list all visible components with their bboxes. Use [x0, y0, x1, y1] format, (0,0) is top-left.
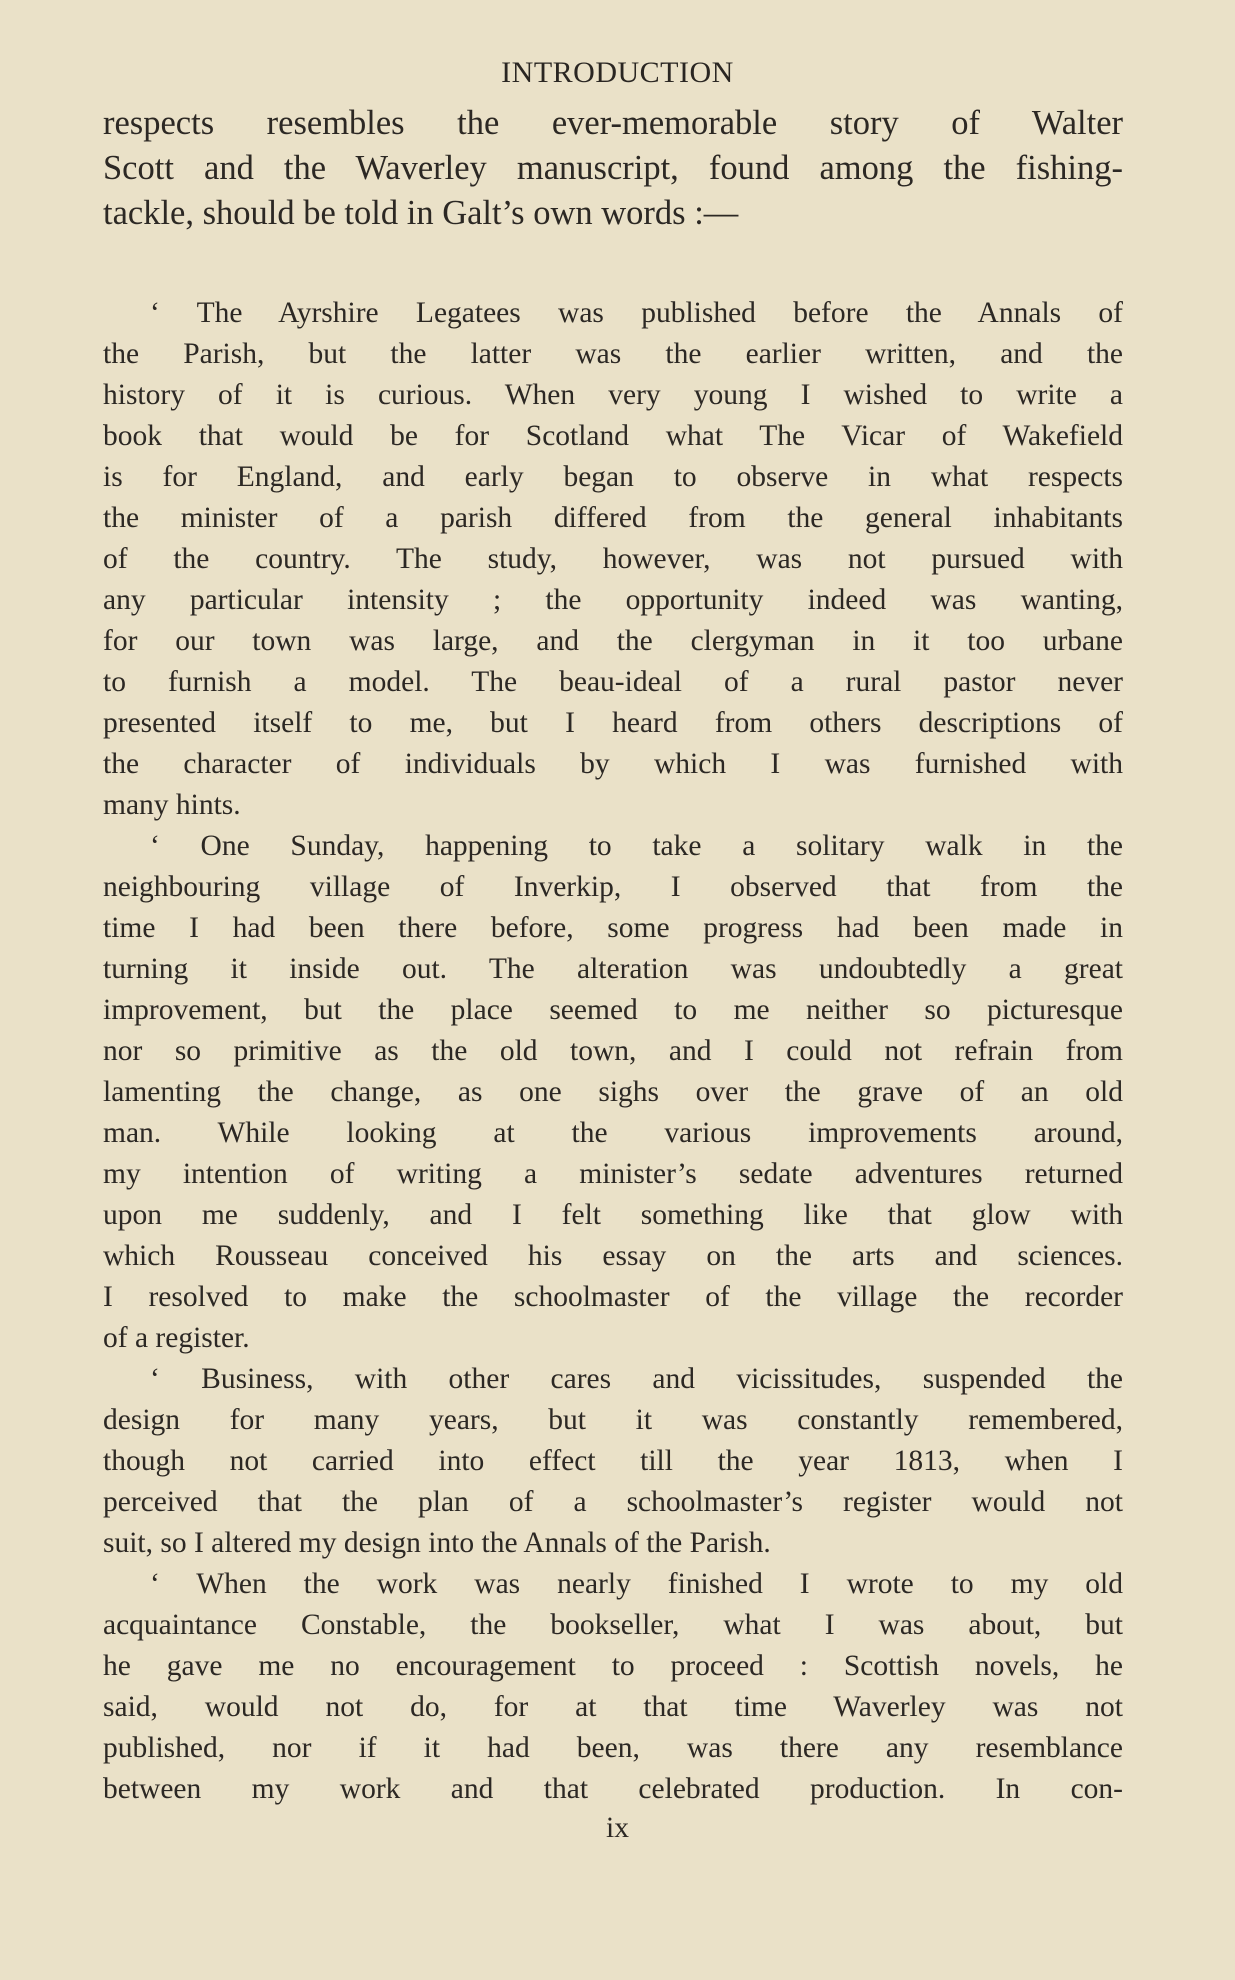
- quote-line-8: any particular intensity ; the opportunity indeed was wanting,: [103, 584, 1123, 616]
- quote-line-31: suit, so I altered my design into the Annals of the Parish.: [103, 1527, 771, 1559]
- quote-line-5: is for England, and early began to observe in what respects: [103, 461, 1123, 493]
- quote-line-6: the minister of a parish differed from the general inhabitants: [103, 502, 1123, 534]
- lead-line-2: Scott and the Waverley manuscript, found among the fishing-: [103, 149, 1123, 187]
- quote-line-1: ‘ The Ayrshire Legatees was published before the Annals of: [150, 297, 1123, 329]
- quote-line-25: I resolved to make the schoolmaster of the village the recorder: [103, 1281, 1123, 1313]
- quote-line-27: ‘ Business, with other cares and vicissitudes, suspended the: [150, 1363, 1123, 1395]
- quote-line-2: the Parish, but the latter was the earlier written, and the: [103, 338, 1123, 370]
- quote-line-34: he gave me no encouragement to proceed : Scottish novels, he: [103, 1650, 1123, 1682]
- quote-line-13: many hints.: [103, 789, 241, 821]
- quote-line-35: said, would not do, for at that time Waverley was not: [103, 1691, 1123, 1723]
- quote-line-15: neighbouring village of Inverkip, I observed that from the: [103, 871, 1123, 903]
- lead-line-3: tackle, should be told in Galt’s own words :—: [103, 194, 739, 232]
- quote-line-9: for our town was large, and the clergyman in it too urbane: [103, 625, 1123, 657]
- quote-line-23: upon me suddenly, and I felt something like that glow with: [103, 1199, 1123, 1231]
- quote-line-22: my intention of writing a minister’s sedate adventures returned: [103, 1158, 1123, 1190]
- quote-line-26: of a register.: [103, 1322, 250, 1354]
- quote-line-36: published, nor if it had been, was there any resemblance: [103, 1732, 1123, 1764]
- page-number: ix: [606, 1812, 629, 1844]
- quote-line-29: though not carried into effect till the year 1813, when I: [103, 1445, 1123, 1477]
- quote-line-33: acquaintance Constable, the bookseller, what I was about, but: [103, 1609, 1123, 1641]
- quote-line-20: lamenting the change, as one sighs over the grave of an old: [103, 1076, 1123, 1108]
- quote-line-32: ‘ When the work was nearly finished I wrote to my old: [150, 1568, 1123, 1600]
- quote-line-21: man. While looking at the various improvements around,: [103, 1117, 1123, 1149]
- quote-line-28: design for many years, but it was constantly remembered,: [103, 1404, 1123, 1436]
- quote-line-4: book that would be for Scotland what The Vicar of Wakefield: [103, 420, 1123, 452]
- lead-line-1: respects resembles the ever-memorable story of Walter: [103, 104, 1123, 142]
- quote-line-10: to furnish a model. The beau-ideal of a rural pastor never: [103, 666, 1123, 698]
- quote-line-14: ‘ One Sunday, happening to take a solitary walk in the: [150, 830, 1123, 862]
- quote-line-12: the character of individuals by which I was furnished with: [103, 748, 1123, 780]
- quote-line-19: nor so primitive as the old town, and I could not refrain from: [103, 1035, 1123, 1067]
- quote-line-17: turning it inside out. The alteration was undoubtedly a great: [103, 953, 1123, 985]
- running-head: INTRODUCTION: [501, 56, 734, 89]
- quote-line-3: history of it is curious. When very young I wished to write a: [103, 379, 1123, 411]
- quote-line-7: of the country. The study, however, was not pursued with: [103, 543, 1123, 575]
- quote-line-37: between my work and that celebrated production. In con-: [103, 1773, 1123, 1805]
- quote-line-16: time I had been there before, some progress had been made in: [103, 912, 1123, 944]
- quote-line-11: presented itself to me, but I heard from others descriptions of: [103, 707, 1123, 739]
- quote-line-30: perceived that the plan of a schoolmaster’s register would not: [103, 1486, 1123, 1518]
- quote-line-24: which Rousseau conceived his essay on the arts and sciences.: [103, 1240, 1123, 1272]
- quote-line-18: improvement, but the place seemed to me neither so picturesque: [103, 994, 1123, 1026]
